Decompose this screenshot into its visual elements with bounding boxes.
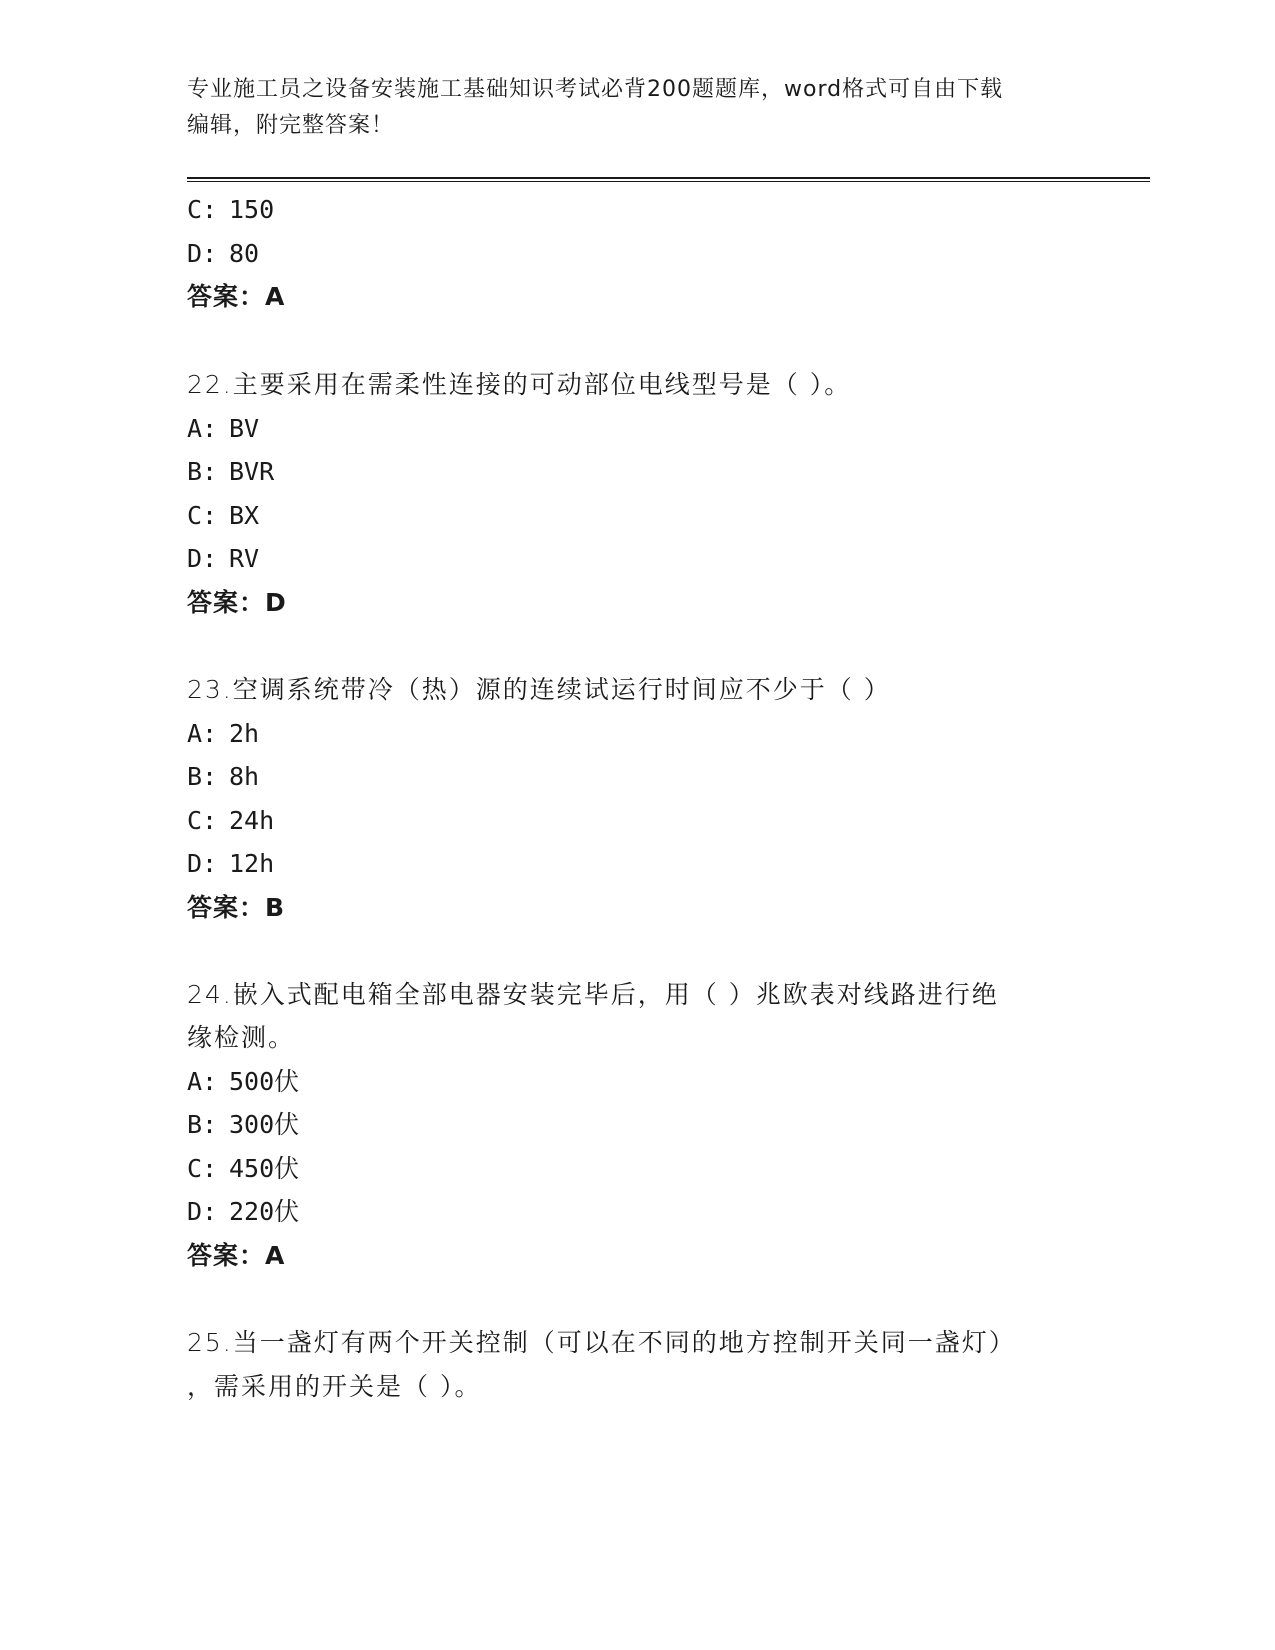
q22-stem: 22.主要采用在需柔性连接的可动部位电线型号是（ ）。 — [187, 370, 852, 399]
option-text: 80 — [229, 239, 260, 268]
option-text: 8h — [229, 762, 260, 791]
q24-stem-line-2: 缘检测。 — [187, 1023, 296, 1052]
q24-option-a — [187, 1066, 299, 1098]
q21-option-c — [187, 194, 274, 226]
header-divider — [187, 177, 1150, 182]
option-key: D: — [187, 849, 218, 878]
option-text: 24h — [229, 806, 275, 835]
option-text: 450伏 — [229, 1154, 300, 1183]
q23-option-b — [187, 761, 259, 793]
option-key: C: — [187, 501, 218, 530]
option-key: A: — [187, 719, 218, 748]
header-title-line-2: 编辑，附完整答案！ — [187, 113, 395, 138]
q25-stem-line-2: ，需采用的开关是（ ）。 — [187, 1372, 482, 1401]
q24-option-d — [187, 1196, 299, 1228]
option-key: C: — [187, 806, 218, 835]
option-key: D: — [187, 239, 218, 268]
q22-option-a — [187, 413, 259, 445]
q23-answer: 答案：B — [187, 893, 286, 922]
option-key: B: — [187, 762, 218, 791]
q25-stem-line-1: 25.当一盏灯有两个开关控制（可以在不同的地方控制开关同一盏灯） — [187, 1328, 1016, 1357]
q24-answer: 答案：A — [187, 1241, 286, 1270]
option-text: BX — [229, 501, 260, 530]
q23-option-c — [187, 805, 274, 837]
option-text: 500伏 — [229, 1067, 300, 1096]
option-text: 12h — [229, 849, 275, 878]
option-key: A: — [187, 1067, 218, 1096]
option-key: B: — [187, 1110, 218, 1139]
q22-option-d — [187, 543, 259, 575]
header-title-line-1: 专业施工员之设备安装施工基础知识考试必背200题题库，word格式可自由下载 — [187, 77, 1004, 102]
q24-stem-line-1: 24.嵌入式配电箱全部电器安装完毕后，用（ ）兆欧表对线路进行绝 — [187, 980, 999, 1009]
option-key: B: — [187, 457, 218, 486]
q24-option-b — [187, 1109, 299, 1141]
option-text: 220伏 — [229, 1197, 300, 1226]
option-text: BVR — [229, 457, 275, 486]
q22-answer: 答案：D — [187, 588, 287, 617]
option-text: 300伏 — [229, 1110, 300, 1139]
q22-option-b — [187, 456, 274, 488]
q21-answer: 答案：A — [187, 282, 286, 311]
document-header — [187, 72, 1087, 144]
q23-option-d — [187, 848, 274, 880]
option-key: C: — [187, 195, 218, 224]
q22-option-c — [187, 500, 259, 532]
q23-option-a — [187, 718, 259, 750]
option-text: 150 — [229, 195, 275, 224]
q24-option-c — [187, 1153, 299, 1185]
option-key: D: — [187, 544, 218, 573]
option-text: 2h — [229, 719, 260, 748]
option-text: BV — [229, 414, 260, 443]
option-key: C: — [187, 1154, 218, 1183]
option-key: D: — [187, 1197, 218, 1226]
q21-option-d — [187, 238, 259, 270]
option-text: RV — [229, 544, 260, 573]
option-key: A: — [187, 414, 218, 443]
q23-stem: 23.空调系统带冷（热）源的连续试运行时间应不少于（ ） — [187, 675, 891, 704]
